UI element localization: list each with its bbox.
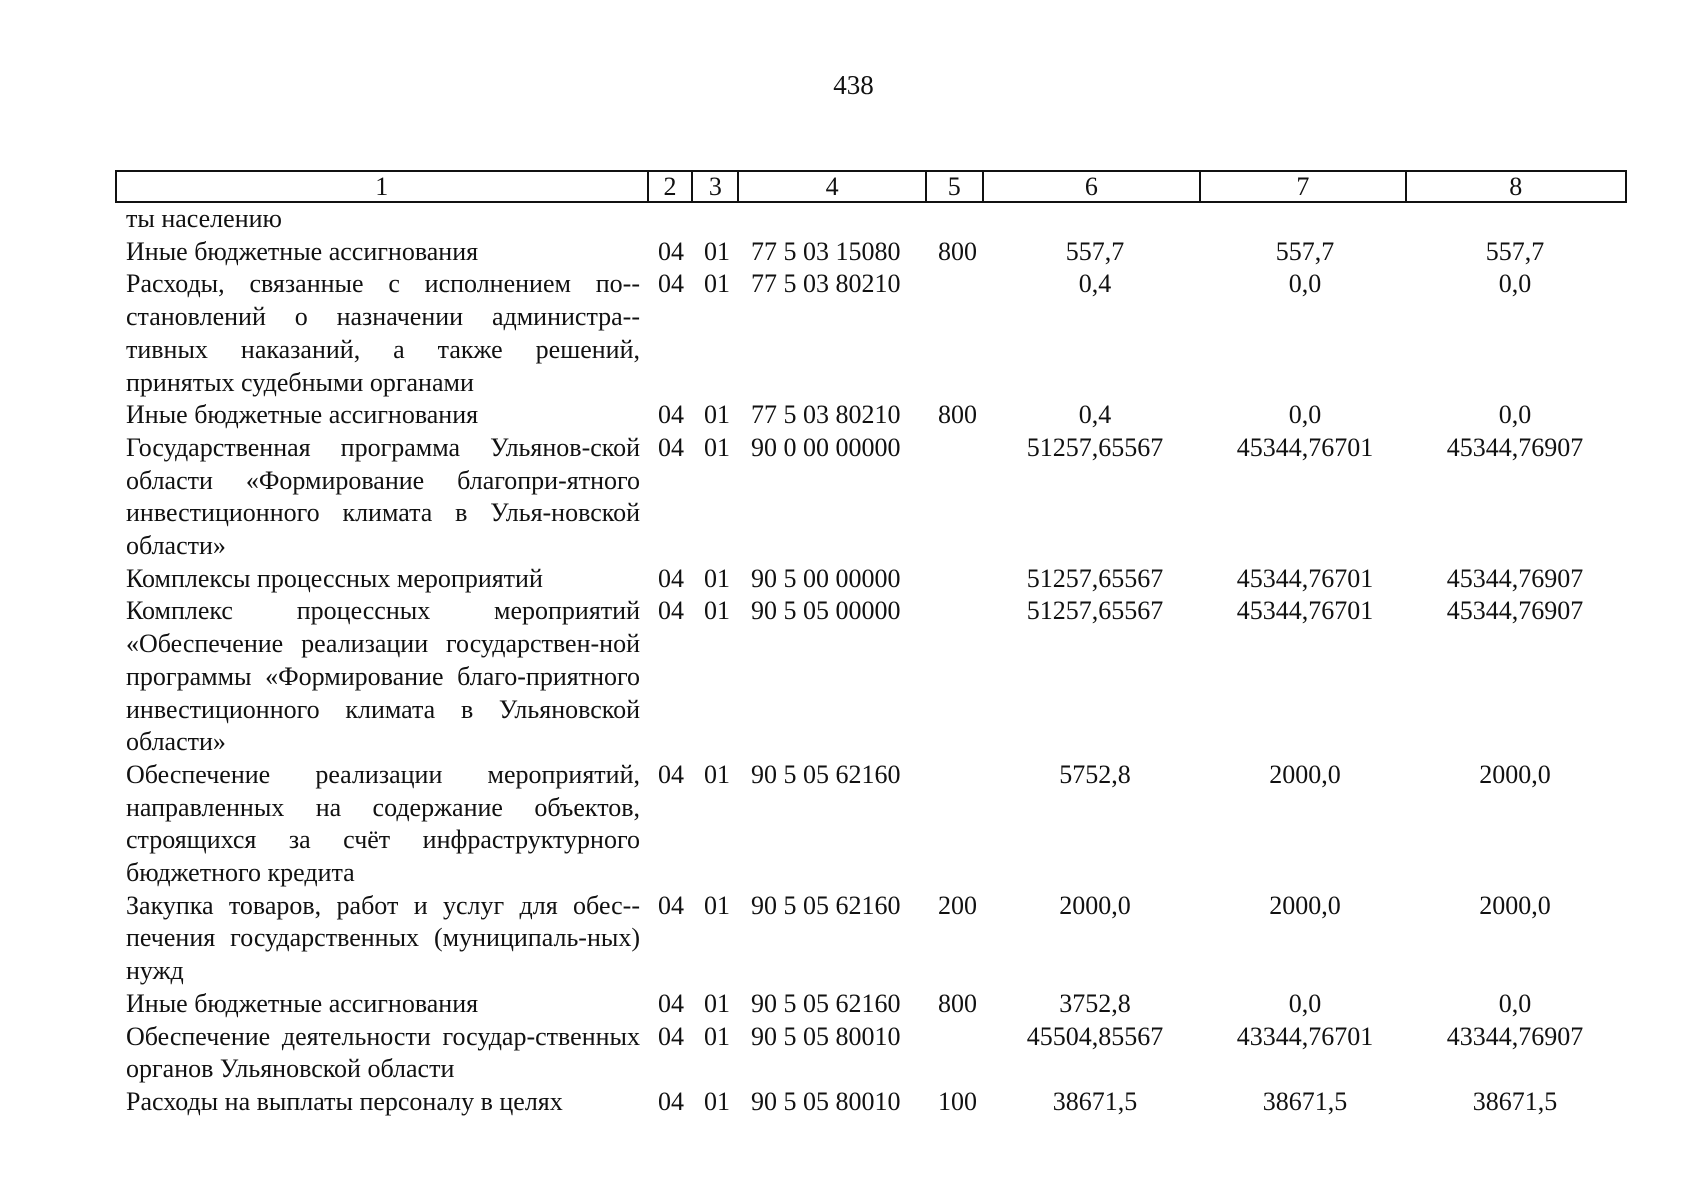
header-col-4: 4 bbox=[739, 172, 927, 201]
cell-c4: 77 5 03 80210 bbox=[751, 269, 901, 299]
header-col-5: 5 bbox=[927, 172, 984, 201]
cell-c7: 45344,76701 bbox=[1236, 563, 1374, 593]
row-description: Обеспечение деятельности государ-ственных органов Ульяновской области bbox=[126, 1021, 640, 1084]
table-row bbox=[0, 563, 1707, 596]
cell-c2: 04 bbox=[658, 890, 684, 920]
cell-c2: 04 bbox=[658, 432, 684, 462]
table-header bbox=[115, 170, 1627, 203]
row-description: Комплекс процессных мероприятий «Обеспечение реализации государствен-ной программы «Формирование благо-приятного инвестиционного климата в Ульяновской области» bbox=[126, 596, 640, 757]
cell-c2: 04 bbox=[658, 236, 684, 266]
row-description: Иные бюджетные ассигнования bbox=[126, 236, 479, 266]
cell-c4: 90 0 00 00000 bbox=[751, 432, 901, 462]
cell-c8: 45344,76907 bbox=[1446, 596, 1584, 626]
cell-c4: 90 5 05 62160 bbox=[751, 890, 901, 920]
table-row bbox=[0, 890, 1707, 988]
table-row bbox=[0, 759, 1707, 890]
cell-c3: 01 bbox=[704, 596, 730, 626]
header-col-2: 2 bbox=[649, 172, 694, 201]
cell-c3: 01 bbox=[704, 563, 730, 593]
cell-c8: 557,7 bbox=[1485, 236, 1545, 266]
cell-c4: 90 5 05 80010 bbox=[751, 1021, 901, 1051]
row-description: Закупка товаров, работ и услуг для обес-печения государственных (муниципаль-ных) нужд bbox=[126, 890, 640, 986]
cell-c7: 557,7 bbox=[1275, 236, 1335, 266]
table-row bbox=[0, 236, 1707, 269]
cell-c6: 51257,65567 bbox=[1026, 563, 1164, 593]
cell-c6: 0,4 bbox=[1078, 400, 1112, 430]
cell-c6: 3752,8 bbox=[1059, 988, 1131, 1018]
cell-c2: 04 bbox=[658, 1086, 684, 1116]
cell-c4: 77 5 03 15080 bbox=[751, 236, 901, 266]
row-description: Обеспечение реализации мероприятий, направленных на содержание объектов, строящихся за счёт инфраструктурного бюджетного кредита bbox=[126, 759, 640, 888]
cell-c5: 800 bbox=[938, 236, 977, 266]
cell-c8: 38671,5 bbox=[1472, 1086, 1558, 1116]
cell-c7: 43344,76701 bbox=[1236, 1021, 1374, 1051]
row-description: Расходы, связанные с исполнением по-становлений о назначении администра-тивных наказаний, а также решений, принятых судебными органами bbox=[126, 269, 640, 397]
cell-c3: 01 bbox=[704, 269, 730, 299]
cell-c2: 04 bbox=[658, 269, 684, 299]
table-row bbox=[0, 203, 1707, 236]
cell-c4: 90 5 05 00000 bbox=[751, 596, 901, 626]
header-col-8: 8 bbox=[1509, 172, 1523, 201]
cell-c8: 45344,76907 bbox=[1446, 563, 1584, 593]
header-col-7: 7 bbox=[1201, 172, 1406, 201]
cell-c4: 90 5 05 62160 bbox=[751, 759, 901, 789]
row-description: Иные бюджетные ассигнования bbox=[126, 400, 479, 430]
table-row bbox=[0, 1086, 1707, 1119]
cell-c6: 51257,65567 bbox=[1026, 596, 1164, 626]
cell-c2: 04 bbox=[658, 988, 684, 1018]
cell-c4: 77 5 03 80210 bbox=[751, 400, 901, 430]
header-col-6: 6 bbox=[984, 172, 1201, 201]
cell-c5: 800 bbox=[938, 400, 977, 430]
cell-c7: 38671,5 bbox=[1262, 1086, 1348, 1116]
table-row bbox=[0, 268, 1707, 399]
cell-c5: 100 bbox=[938, 1086, 977, 1116]
row-description: Расходы на выплаты персоналу в целях bbox=[126, 1086, 563, 1116]
cell-c3: 01 bbox=[704, 759, 730, 789]
cell-c3: 01 bbox=[704, 1021, 730, 1051]
cell-c2: 04 bbox=[658, 400, 684, 430]
table-row bbox=[0, 988, 1707, 1021]
cell-c7: 2000,0 bbox=[1269, 759, 1341, 789]
cell-c8: 2000,0 bbox=[1479, 890, 1551, 920]
cell-c3: 01 bbox=[704, 400, 730, 430]
cell-c3: 01 bbox=[704, 890, 730, 920]
cell-c8: 0,0 bbox=[1498, 988, 1532, 1018]
cell-c8: 43344,76907 bbox=[1446, 1021, 1584, 1051]
page-number: 438 bbox=[833, 70, 874, 100]
cell-c2: 04 bbox=[658, 563, 684, 593]
cell-c3: 01 bbox=[704, 432, 730, 462]
header-col-1: 1 bbox=[117, 172, 649, 201]
cell-c2: 04 bbox=[658, 1021, 684, 1051]
table-body bbox=[0, 203, 1707, 1119]
cell-c4: 90 5 05 80010 bbox=[751, 1086, 901, 1116]
cell-c5: 800 bbox=[938, 988, 977, 1018]
row-description: ты населению bbox=[126, 204, 282, 233]
cell-c8: 0,0 bbox=[1498, 400, 1532, 430]
cell-c7: 45344,76701 bbox=[1236, 596, 1374, 626]
cell-c7: 2000,0 bbox=[1269, 890, 1341, 920]
cell-c7: 45344,76701 bbox=[1236, 432, 1374, 462]
cell-c6: 557,7 bbox=[1065, 236, 1125, 266]
cell-c3: 01 bbox=[704, 1086, 730, 1116]
cell-c6: 2000,0 bbox=[1059, 890, 1131, 920]
row-description: Государственная программа Ульянов-ской области «Формирование благопри-ятного инвестиционного климата в Улья-новской области» bbox=[126, 432, 640, 561]
cell-c8: 0,0 bbox=[1498, 269, 1532, 299]
table-row bbox=[0, 399, 1707, 432]
cell-c5: 200 bbox=[938, 890, 977, 920]
row-description: Иные бюджетные ассигнования bbox=[126, 988, 479, 1018]
cell-c7: 0,0 bbox=[1288, 400, 1322, 430]
cell-c7: 0,0 bbox=[1288, 269, 1322, 299]
cell-c4: 90 5 05 62160 bbox=[751, 988, 901, 1018]
cell-c2: 04 bbox=[658, 596, 684, 626]
table-row bbox=[0, 595, 1707, 759]
cell-c2: 04 bbox=[658, 759, 684, 789]
cell-c6: 51257,65567 bbox=[1026, 432, 1164, 462]
row-description: Комплексы процессных мероприятий bbox=[126, 563, 543, 593]
cell-c6: 0,4 bbox=[1078, 269, 1112, 299]
cell-c7: 0,0 bbox=[1288, 988, 1322, 1018]
cell-c6: 38671,5 bbox=[1052, 1086, 1138, 1116]
cell-c3: 01 bbox=[704, 988, 730, 1018]
cell-c3: 01 bbox=[704, 236, 730, 266]
table-row bbox=[0, 432, 1707, 563]
table-row bbox=[0, 1021, 1707, 1086]
cell-c8: 2000,0 bbox=[1479, 759, 1551, 789]
cell-c8: 45344,76907 bbox=[1446, 432, 1584, 462]
header-col-3: 3 bbox=[693, 172, 739, 201]
cell-c6: 45504,85567 bbox=[1026, 1021, 1164, 1051]
cell-c4: 90 5 00 00000 bbox=[751, 563, 901, 593]
cell-c6: 5752,8 bbox=[1059, 759, 1131, 789]
